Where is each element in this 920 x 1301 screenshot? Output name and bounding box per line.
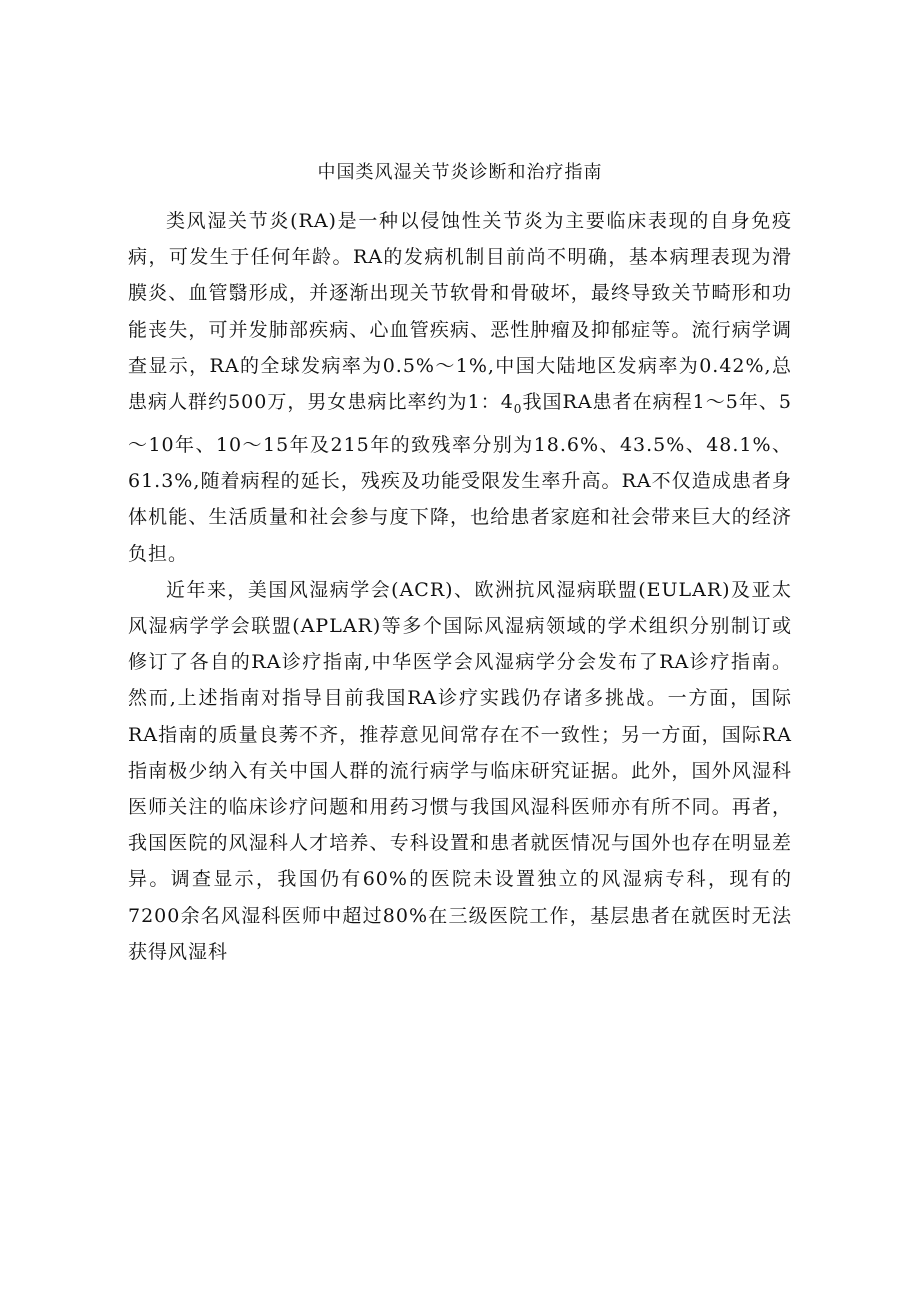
paragraph-2: 近年来，美国风湿病学会(ACR)、欧洲抗风湿病联盟(EULAR)及亚太风湿病学学会联盟(APLAR)等多个国际风湿病领域的学术组织分别制订或修订了各自的RA诊疗指南,中华医学会风湿病学分会发布了RA诊疗指南。然而,上述指南对指导目前我国RA诊疗实践仍存诸多挑战。一方面，国际RA指南的质量良莠不齐，推荐意见间常存在不一致性；另一方面，国际RA指南极少纳入有关中国人群的流行病学与临床研究证据。此外，国外风湿科医师关注的临床诊疗问题和用药习惯与我国风湿科医师亦有所不同。再者，我国医院的风湿科人才培养、专科设置和患者就医情况与国外也存在明显差异。调查显示，我国仍有60%的医院未设置独立的风湿病专科，现有的7200余名风湿科医师中超过80%在三级医院工作，基层患者在就医时无法获得风湿科 xyxy=(128,578,792,963)
document-title: 中国类风湿关节炎诊断和治疗指南 xyxy=(317,162,603,183)
document-body xyxy=(128,203,792,970)
paragraph-1-text-continued: 我国RA患者在病程1～5年、5～10年、10～15年及215年的致残率分别为18.6%、43.5%、48.1%、61.3%,随着病程的延长，残疾及功能受限发生率升高。RA不仅造成患者身体机能、生活质量和社会参与度下降，也给患者家庭和社会带来巨大的经济负担。 xyxy=(128,391,792,565)
paragraph-1-subscript: 0 xyxy=(513,401,523,416)
paragraph-1 xyxy=(128,203,792,572)
paragraph-1-text: 类风湿关节炎(RA)是一种以侵蚀性关节炎为主要临床表现的自身免疫病，可发生于任何年龄。RA的发病机制目前尚不明确，基本病理表现为滑膜炎、血管翳形成，并逐渐出现关节软骨和骨破坏，最终导致关节畸形和功能丧失，可并发肺部疾病、心血管疾病、恶性肿瘤及抑郁症等。流行病学调查显示，RA的全球发病率为0.5%～1%,中国大陆地区发病率为0.42%,总患病人群约500万，男女患病比率约为1：4 xyxy=(128,210,792,414)
